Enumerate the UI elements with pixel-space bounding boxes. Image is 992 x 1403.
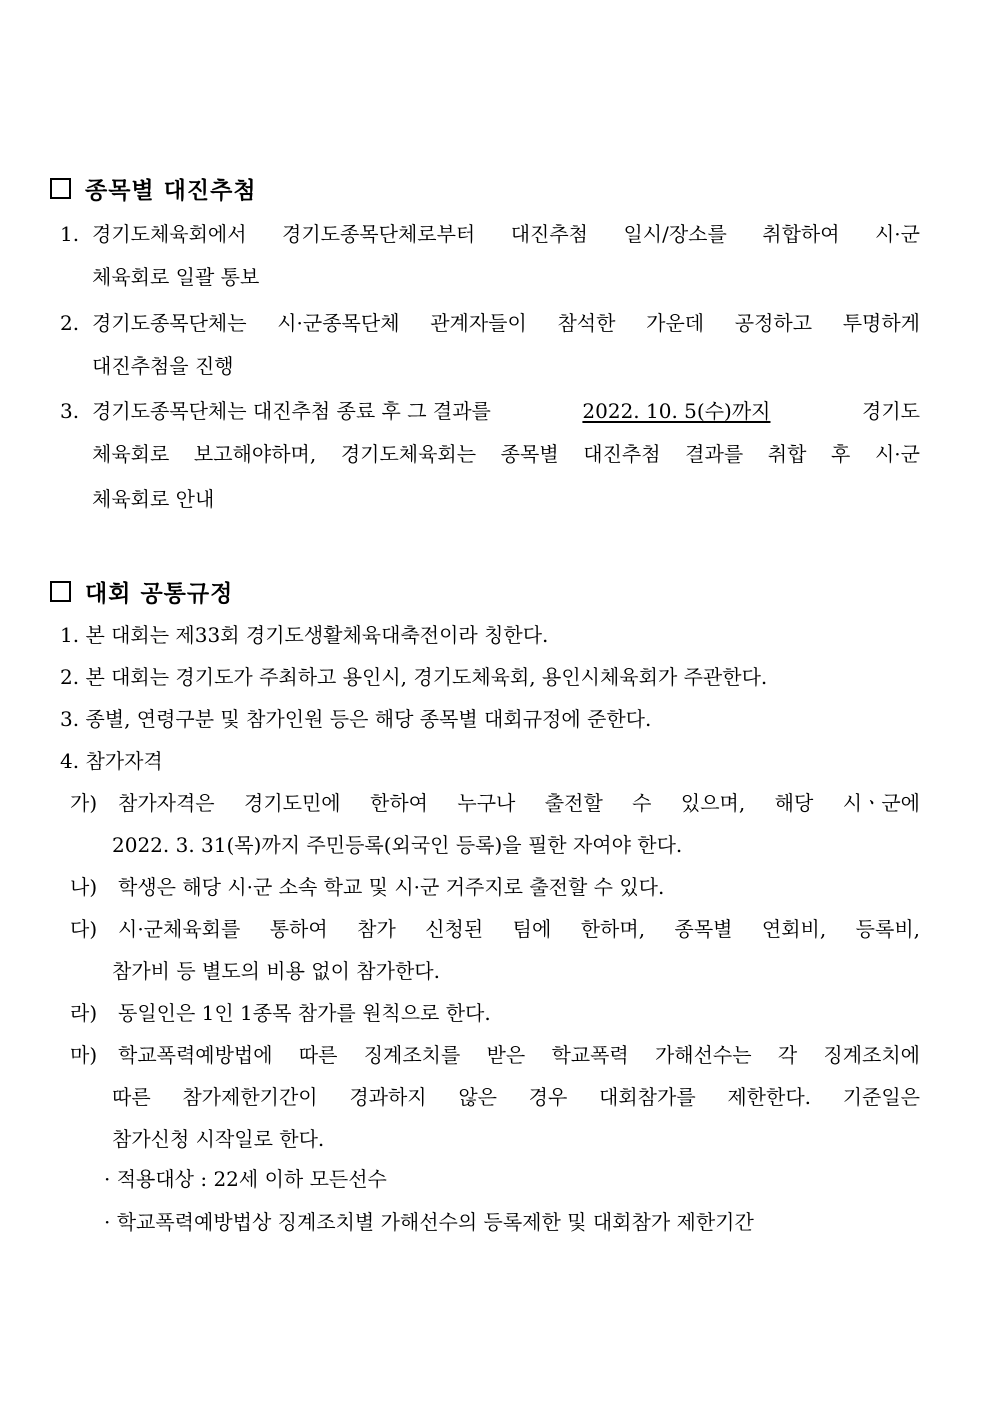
sub-item-text: 학생은 해당 시·군 소속 학교 및 시·군 거주지로 출전할 수 있다. xyxy=(118,875,665,899)
rule-item: 3. 종별, 연령구분 및 참가인원 등은 해당 종목별 대회규정에 준한다. xyxy=(60,707,652,731)
sub-item-text: 참가비 등 별도의 비용 없이 참가한다. xyxy=(112,959,440,983)
section-title-bracket-draw xyxy=(50,172,257,205)
checkbox-square-icon xyxy=(50,581,71,602)
rule-item: 1. 본 대회는 제33회 경기도생활체육대축전이라 칭한다. xyxy=(60,623,549,647)
section-title-text: 대회 공통규정 xyxy=(85,580,234,607)
sub-item-text: 시·군체육회를 통하여 참가 신청된 팀에 한하며, 종목별 연회비, 등록비, xyxy=(118,917,920,941)
item-number: 3. xyxy=(60,399,80,423)
sub-item-text: 학교폭력예방법에 따른 징계조치를 받은 학교폭력 가해선수는 각 징계조치에 xyxy=(118,1043,920,1067)
sub-item-label: 나) xyxy=(70,875,98,899)
sub-item-label: 다) xyxy=(70,917,98,941)
sub-item-label: 가) xyxy=(70,791,98,815)
item-number: 2. xyxy=(60,311,80,335)
sub-item-text: 참가자격은 경기도민에 한하여 누구나 출전할 수 있으며, 해당 시ㆍ군에 xyxy=(118,791,920,815)
bullet-item: · 학교폭력예방법상 징계조치별 가해선수의 등록제한 및 대회참가 제한기간 xyxy=(104,1210,754,1234)
section-title-text: 종목별 대진추첨 xyxy=(85,177,257,204)
item-text: 체육회로 일괄 통보 xyxy=(92,265,260,289)
bullet-item: · 적용대상 : 22세 이하 모든선수 xyxy=(104,1167,387,1191)
sub-item-label: 라) xyxy=(70,1001,98,1025)
sub-item-label: 마) xyxy=(70,1043,98,1067)
sub-item-text: 2022. 3. 31(목)까지 주민등록(외국인 등록)을 필한 자여야 한다. xyxy=(112,833,683,857)
item-text: 경기도체육회에서 경기도종목단체로부터 대진추첨 일시/장소를 취합하여 시·군 xyxy=(92,222,920,246)
item-text: 경기도종목단체는 대진추첨 종료 후 그 결과를 xyxy=(92,399,498,423)
deadline-date: 2022. 10. 5(수)까지 xyxy=(582,399,771,423)
checkbox-square-icon xyxy=(50,178,71,199)
rule-item: 4. 참가자격 xyxy=(60,749,163,773)
sub-item-text: 참가신청 시작일로 한다. xyxy=(112,1127,325,1151)
item-text: 체육회로 보고해야하며, 경기도체육회는 종목별 대진추첨 결과를 취합 후 시·군 xyxy=(92,442,920,466)
rule-item: 2. 본 대회는 경기도가 주최하고 용인시, 경기도체육회, 용인시체육회가 주관한다. xyxy=(60,665,768,689)
item-number: 1. xyxy=(60,222,80,246)
item-text: 체육회로 안내 xyxy=(92,487,215,511)
section-title-rules xyxy=(50,575,233,608)
item-text: 경기도종목단체는 시·군종목단체 관계자들이 참석한 가운데 공정하고 투명하게 xyxy=(92,311,920,335)
sub-item-text: 동일인은 1인 1종목 참가를 원칙으로 한다. xyxy=(118,1001,491,1025)
item-text: 경기도 xyxy=(855,399,920,423)
sub-item-text: 따른 참가제한기간이 경과하지 않은 경우 대회참가를 제한한다. 기준일은 xyxy=(112,1085,920,1109)
item-text-with-deadline xyxy=(92,398,920,424)
item-text: 대진추첨을 진행 xyxy=(92,354,234,378)
